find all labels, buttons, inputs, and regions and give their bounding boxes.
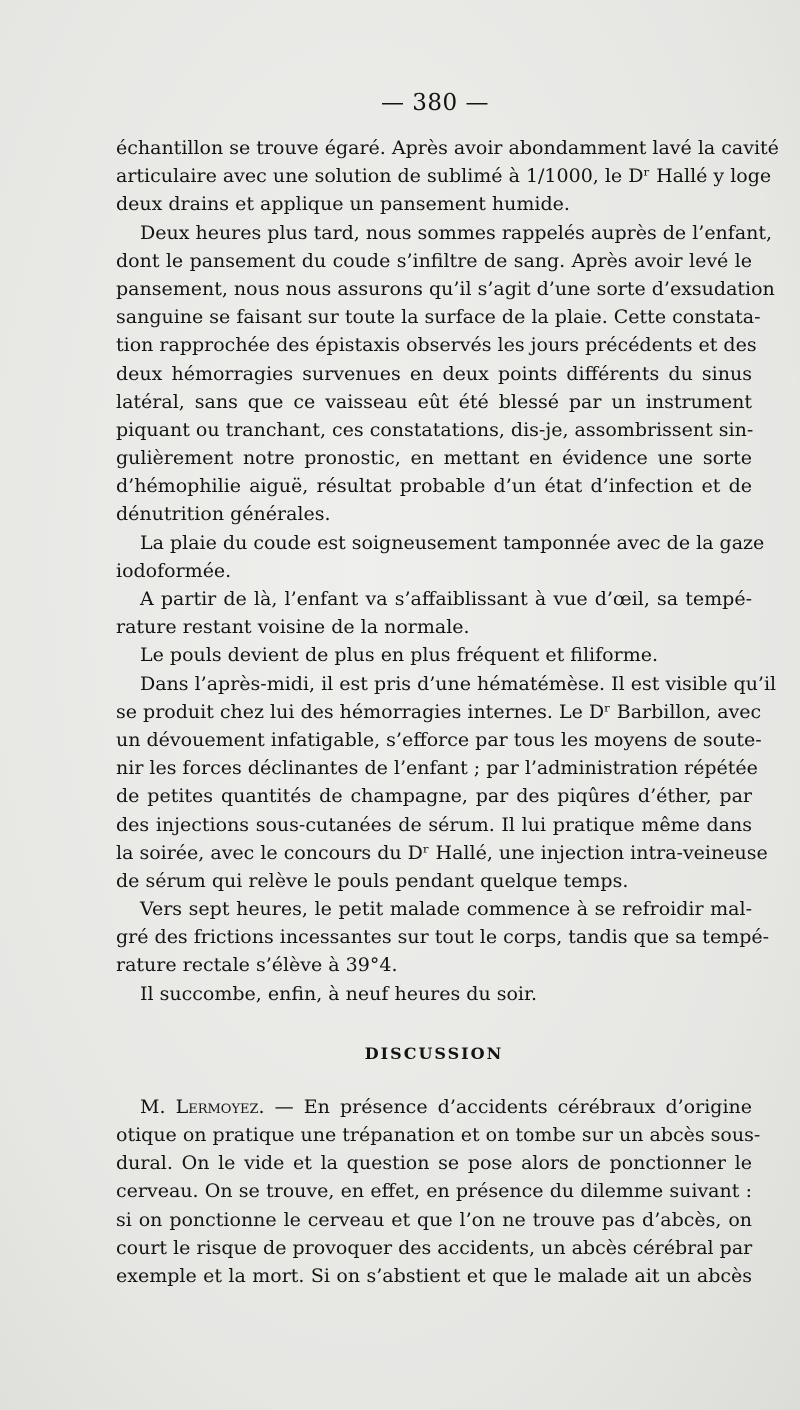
text-line: Deux heures plus tard, nous sommes rappelés auprès de l’enfant, [140, 221, 773, 244]
paragraph [116, 529, 765, 585]
paragraph [116, 641, 752, 669]
text-line: A partir de là, l’enfant va s’affaiblissant à vue d’œil, sa tempé- [140, 588, 752, 610]
text-line: nir les forces déclinantes de l’enfant ; par l’administration répétée [116, 757, 758, 780]
page-number: — 380 — [380, 90, 490, 116]
text-line: piquant ou tranchant, ces constatations, dis-je, assombrissent sin- [116, 418, 754, 441]
text-line: Vers sept heures, le petit malade commence à se refroidir mal- [140, 898, 752, 921]
text-line: otique on pratique une trépanation et on tombe sur un abcès sous- [116, 1124, 761, 1146]
text-line: Dans l’après-midi, il est pris d’une hématémèse. Il est visible qu’il [140, 672, 777, 695]
text-line: deux drains et applique un pansement humide. [116, 193, 570, 216]
paragraphs-container [116, 134, 779, 1008]
text-line: Il succombe, enfin, à neuf heures du soir. [140, 982, 538, 1005]
text-line: rature restant voisine de la normale. [116, 616, 470, 639]
paragraph [116, 585, 752, 641]
text-line: pansement, nous nous assurons qu’il s’agit d’une sorte d’exsudation [116, 277, 775, 300]
text-line: cerveau. On se trouve, en effet, en présence du dilemme suivant : [116, 1180, 752, 1203]
text-line: court le risque de provoquer des accidents, un abcès cérébral par [116, 1236, 753, 1259]
text-line: dural. On le vide et la question se pose alors de ponctionner le [116, 1152, 752, 1175]
discussion-paragraph [116, 1093, 761, 1290]
paragraph [116, 895, 770, 980]
discussion-first-line [116, 1093, 752, 1121]
text-line: articulaire avec une solution de sublimé à 1/1000, le Dʳ Hallé y loge [116, 165, 772, 188]
paragraph [116, 134, 779, 219]
text-line: échantillon se trouve égaré. Après avoir abondamment lavé la cavité [116, 137, 779, 159]
text-line: tion rapprochée des épistaxis observés les jours précédents et des [116, 334, 757, 357]
text-line: dont le pansement du coude s’infiltre de sang. Après avoir levé le [116, 249, 752, 272]
text-line: iodoformée. [116, 559, 232, 582]
discussion-first-line-text: — En présence d’accidents cérébraux d’origine [264, 1095, 752, 1118]
text-line: Le pouls devient de plus en plus fréquent et filiforme. [140, 644, 658, 667]
text-line: La plaie du coude est soigneusement tamponnée avec de la gaze [140, 531, 765, 554]
text-line: exemple et la mort. Si on s’abstient et que le malade ait un abcès [116, 1264, 752, 1287]
text-line: latéral, sans que ce vaisseau eût été blessé par un instrument [116, 390, 752, 413]
text-line: un dévouement infatigable, s’efforce par tous les moyens de soute- [116, 728, 762, 751]
text-line: sanguine se faisant sur toute la surface de la plaie. Cette constata- [116, 306, 761, 329]
text-line: des injections sous-cutanées de sérum. Il lui pratique même dans [116, 813, 752, 836]
text-line: deux hémorragies survenues en deux points différents du sinus [116, 362, 752, 385]
text-line: dénutrition générales. [116, 503, 331, 526]
section-heading: DISCUSSION [364, 1043, 504, 1063]
paragraph [116, 219, 775, 529]
text-line: de petites quantités de champagne, par des piqûres d’éther, par [116, 785, 752, 808]
text-line: de sérum qui relève le pouls pendant quelque temps. [116, 869, 629, 892]
paragraph [116, 980, 752, 1008]
text-line: d’hémophilie aiguë, résultat probable d’un état d’infection et de [116, 475, 752, 498]
text-line: se produit chez lui des hémorragies internes. Le Dʳ Barbillon, avec [116, 700, 762, 723]
text-line: gré des frictions incessantes sur tout le corps, tandis que sa tempé- [116, 926, 770, 949]
text-line: gulièrement notre pronostic, en mettant en évidence une sorte [116, 447, 752, 470]
body-text [116, 134, 779, 1290]
text-line: rature rectale s’élève à 39°4. [116, 954, 398, 977]
text-line: la soirée, avec le concours du Dʳ Hallé, une injection intra-veineuse [116, 841, 768, 864]
paragraph [116, 670, 777, 896]
text-line: si on ponctionne le cerveau et que l’on ne trouve pas d’abcès, on [116, 1208, 752, 1231]
speaker-name: M. Lermoyez. [140, 1095, 265, 1118]
